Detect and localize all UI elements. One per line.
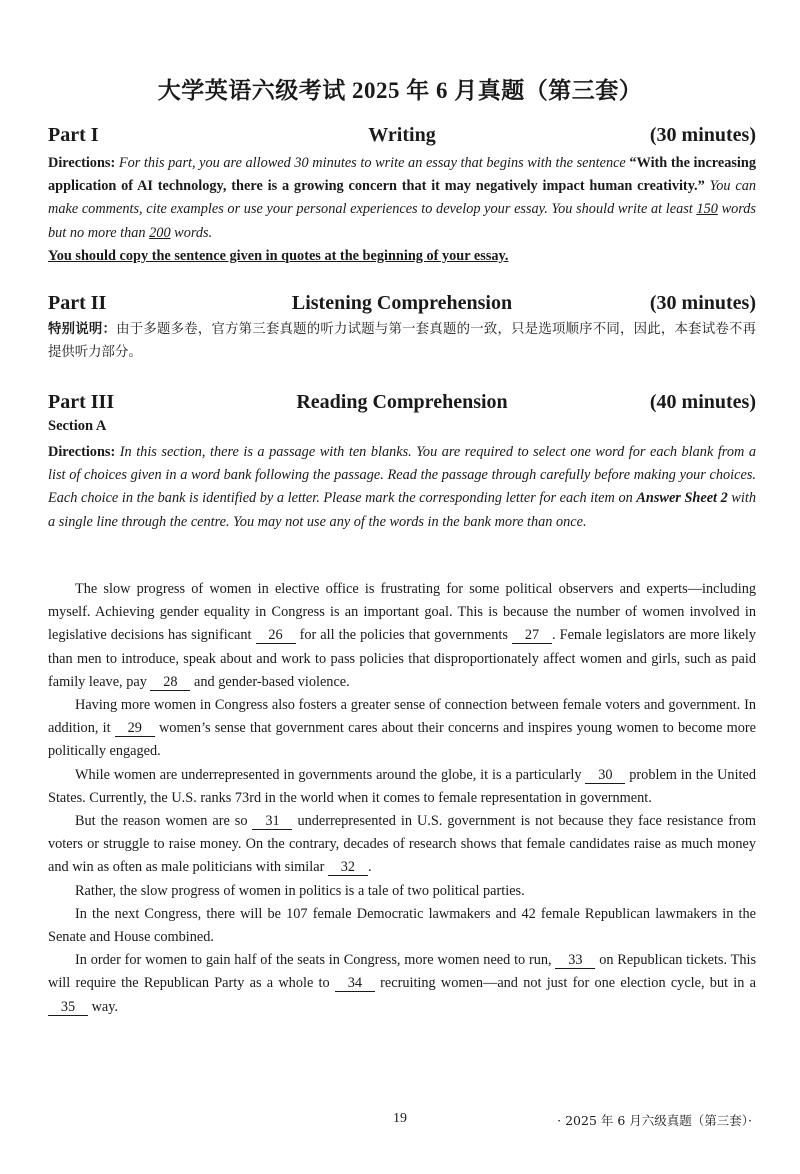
part1-header bbox=[48, 124, 756, 150]
part3-label: Part III bbox=[48, 391, 115, 413]
passage-text: Rather, the slow progress of women in politics is a tale of two political parties. bbox=[75, 882, 525, 899]
blank-29: 29 bbox=[115, 720, 155, 737]
passage-text: women’s sense that government cares about their concerns and inspires young women to become more politically engaged. bbox=[48, 720, 757, 760]
blank-30: 30 bbox=[585, 767, 625, 784]
part2-name: Listening Comprehension bbox=[291, 292, 513, 314]
passage-text: recruiting women—and not just for one election cycle, but in a bbox=[380, 975, 756, 992]
passage-text: underrepresented in U.S. government is not because they face resistance from voters or struggle to raise money. On the contrary, decades of research shows that female candidates raise as much money and win as often as male politicians with similar bbox=[48, 813, 756, 876]
passage-text: But the reason women are so bbox=[75, 813, 248, 830]
part3-time: (40 minutes) bbox=[649, 391, 756, 413]
part3-directions bbox=[48, 441, 756, 534]
passage-paragraph bbox=[48, 949, 756, 1019]
part3-directions-text-b: with a single line through the centre. You may not use any of the words in the bank more than once. bbox=[48, 490, 757, 530]
part1-directions bbox=[48, 152, 756, 268]
part1-min-words: 150 bbox=[696, 201, 718, 218]
part1-directions-label: Directions: bbox=[48, 155, 116, 171]
part3-header bbox=[48, 391, 756, 417]
part2-label: Part II bbox=[48, 292, 107, 314]
passage-text: for all the policies that governments bbox=[299, 627, 508, 644]
blank-31: 31 bbox=[252, 813, 292, 830]
blank-27: 27 bbox=[512, 627, 552, 644]
part1-name: Writing bbox=[368, 124, 436, 146]
part3-name: Reading Comprehension bbox=[296, 391, 508, 413]
part1-max-words: 200 bbox=[149, 224, 171, 241]
reading-passage bbox=[48, 578, 756, 1019]
footer-exam-label: · 2025 年 6 月六级真题（第三套）· bbox=[557, 1113, 752, 1128]
blank-26: 26 bbox=[256, 627, 296, 644]
blank-33: 33 bbox=[555, 952, 595, 969]
part1-directions-text-d: words. bbox=[174, 224, 213, 241]
section-a-heading: Section A bbox=[48, 418, 107, 434]
passage-text: and gender-based violence. bbox=[194, 673, 350, 690]
passage-text: . Female legislators are more likely than men to introduce, speak about and work to pass policies that disproportionately affect women and girls, such as paid family leave, pay bbox=[48, 627, 757, 690]
part2-note-label: 特别说明： bbox=[48, 322, 117, 337]
passage-text: way. bbox=[91, 998, 119, 1015]
part1-time: (30 minutes) bbox=[649, 124, 756, 146]
passage-paragraph bbox=[48, 578, 756, 694]
part2-header bbox=[48, 292, 756, 318]
passage-paragraph bbox=[48, 880, 756, 903]
part1-directions-text-c: words but no more than bbox=[48, 201, 756, 241]
passage-paragraph bbox=[48, 764, 756, 810]
passage-text: on Republican tickets. This will require the Republican Party as a whole to bbox=[48, 952, 757, 992]
blank-35: 35 bbox=[48, 999, 88, 1016]
blank-32: 32 bbox=[328, 859, 368, 876]
passage-paragraph bbox=[48, 903, 756, 949]
page-title: 大学英语六级考试 2025 年 6 月真题（第三套） bbox=[157, 78, 643, 103]
passage-text: The slow progress of women in elective office is frustrating for some political observers and experts—including myself. Achieving gender equality in Congress is an important goal. This is because the number of women involved in legislative decisions has significant bbox=[48, 581, 756, 644]
part2-note bbox=[48, 318, 756, 364]
blank-34: 34 bbox=[335, 975, 375, 992]
part3-directions-text-a: In this section, there is a passage with ten blanks. You are required to select one word for each blank from a list of choices given in a word bank following the passage. Read the passage through carefully before making your choices. Each choice in the bank is identified by a letter. Please mark the corresponding letter for each item on bbox=[48, 444, 756, 507]
page-number: 19 bbox=[393, 1111, 407, 1126]
part2-time: (30 minutes) bbox=[649, 292, 756, 314]
passage-paragraph bbox=[48, 694, 756, 764]
passage-text: In the next Congress, there will be 107 female Democratic lawmakers and 42 female Republican lawmakers in the Senate and House combined. bbox=[48, 905, 756, 946]
part1-label: Part I bbox=[48, 124, 99, 146]
passage-text: . bbox=[367, 859, 372, 876]
part1-essay-quote: “With the increasing application of AI technology, there is a growing concern that it may negatively impact human creativity.” bbox=[48, 155, 757, 195]
part2-note-text: 由于多题多卷，官方第三套真题的听力试题与第一套真题的一致，只是选项顺序不同，因此，本套试卷不再提供听力部分。 bbox=[48, 322, 757, 360]
passage-text: Having more women in Congress also fosters a greater sense of connection between female voters and government. In addition, it bbox=[48, 697, 756, 737]
passage-text: problem in the United States. Currently, the U.S. ranks 73rd in the world when it comes to female representation in government. bbox=[48, 766, 757, 806]
part3-directions-label: Directions: bbox=[48, 444, 116, 460]
answer-sheet-label: Answer Sheet 2 bbox=[636, 490, 728, 507]
part1-copy-note: You should copy the sentence given in quotes at the beginning of your essay. bbox=[48, 247, 509, 264]
passage-paragraph bbox=[48, 810, 756, 880]
part1-directions-text-a: For this part, you are allowed 30 minutes to write an essay that begins with the sentence bbox=[118, 155, 626, 171]
passage-text: While women are underrepresented in governments around the globe, it is a particularly bbox=[75, 766, 582, 783]
part1-directions-text-b: You can make comments, cite examples or use your personal experiences to develop your essay. You should write at least bbox=[48, 178, 757, 218]
blank-28: 28 bbox=[150, 674, 190, 691]
passage-text: In order for women to gain half of the seats in Congress, more women need to run, bbox=[75, 952, 552, 969]
